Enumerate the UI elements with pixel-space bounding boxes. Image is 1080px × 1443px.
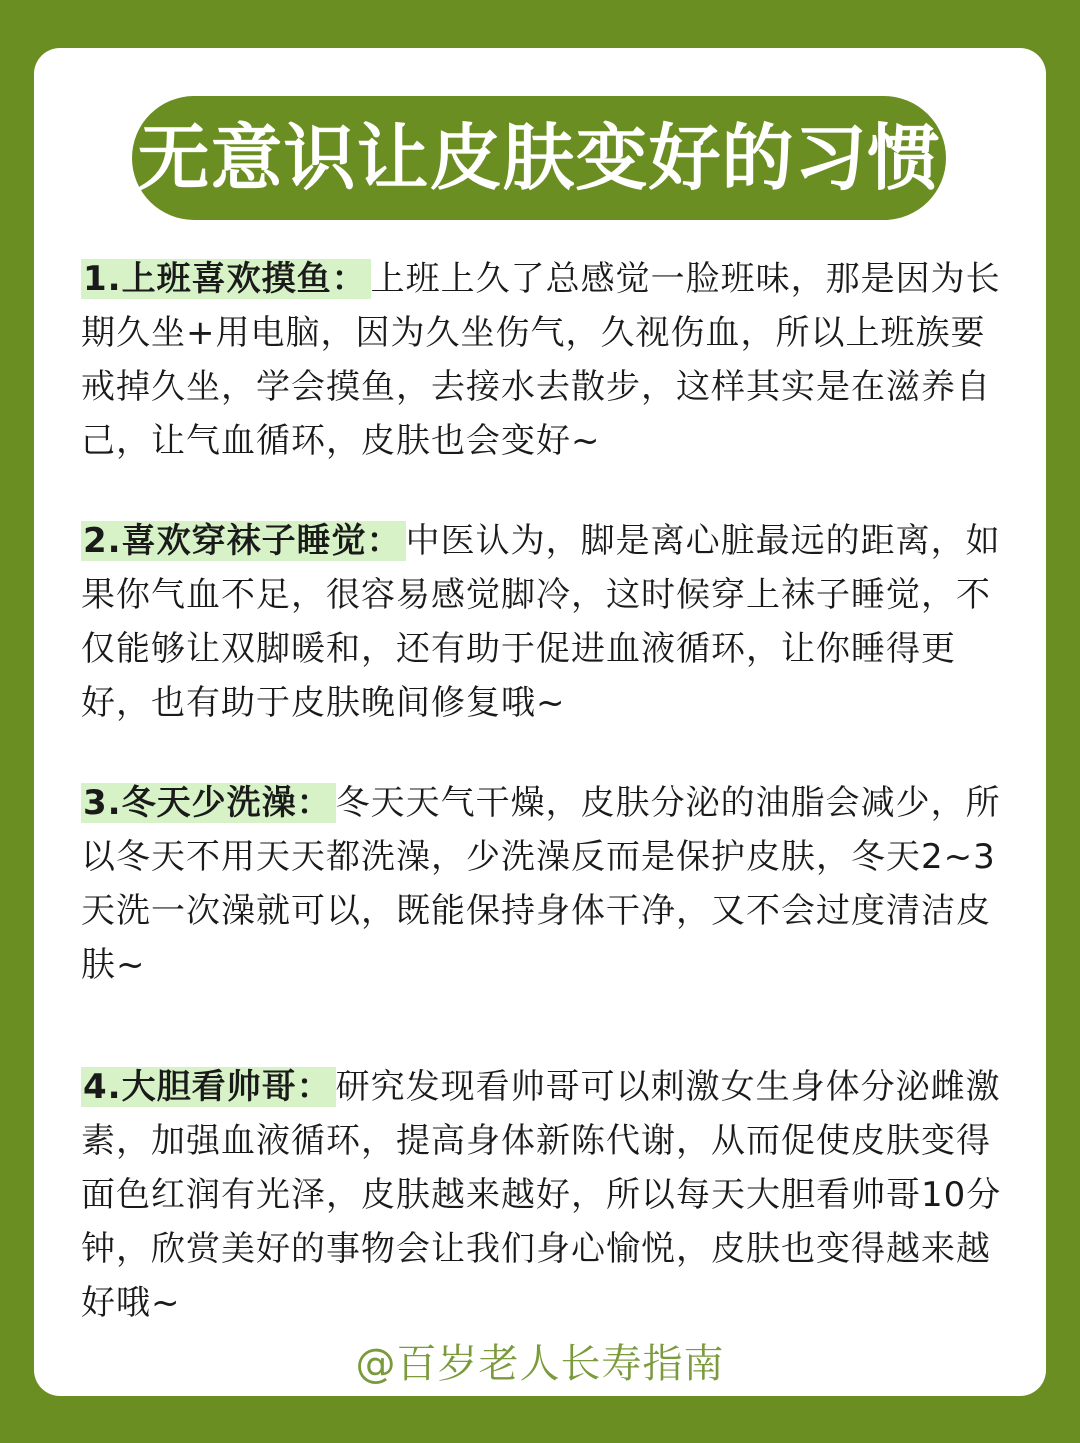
author-footer: @百岁老人长寿指南 xyxy=(355,1341,725,1387)
content-card xyxy=(34,48,1046,1396)
tip-section-2 xyxy=(81,514,1006,730)
tip-body-1: 上班上久了总感觉一脸班味，那是因为长期久坐+用电脑，因为久坐伤气，久视伤血，所以上班族要戒掉久坐，学会摸鱼，去接水去散步，这样其实是在滋养自己，让气血循环，皮肤也会变好~ xyxy=(81,259,1001,461)
tip-body-3: 冬天天气干燥，皮肤分泌的油脂会减少，所以冬天不用天天都洗澡，少洗澡反而是保护皮肤，冬天2~3天洗一次澡就可以，既能保持身体干净，又不会过度清洁皮肤~ xyxy=(81,783,1001,985)
tip-section-1 xyxy=(81,252,1006,468)
tip-heading-2: 2.喜欢穿袜子睡觉： xyxy=(81,521,406,561)
tip-body-2: 中医认为，脚是离心脏最远的距离，如果你气血不足，很容易感觉脚冷，这时候穿上袜子睡觉，不仅能够让双脚暖和，还有助于促进血液循环，让你睡得更好，也有助于皮肤晚间修复哦~ xyxy=(81,521,1001,723)
tip-section-3 xyxy=(81,776,1006,992)
tip-section-4 xyxy=(81,1060,1006,1330)
tip-heading-3: 3.冬天少洗澡： xyxy=(81,783,336,823)
page-title: 无意识让皮肤变好的习惯 xyxy=(137,116,941,200)
title-banner xyxy=(132,96,946,220)
tip-heading-1: 1.上班喜欢摸鱼： xyxy=(81,259,371,299)
tip-body-4: 研究发现看帅哥可以刺激女生身体分泌雌激素，加强血液循环，提高身体新陈代谢，从而促使皮肤变得面色红润有光泽，皮肤越来越好，所以每天大胆看帅哥10分钟，欣赏美好的事物会让我们身心愉悦，皮肤也变得越来越好哦~ xyxy=(81,1067,1002,1323)
tip-heading-4: 4.大胆看帅哥： xyxy=(81,1067,336,1107)
